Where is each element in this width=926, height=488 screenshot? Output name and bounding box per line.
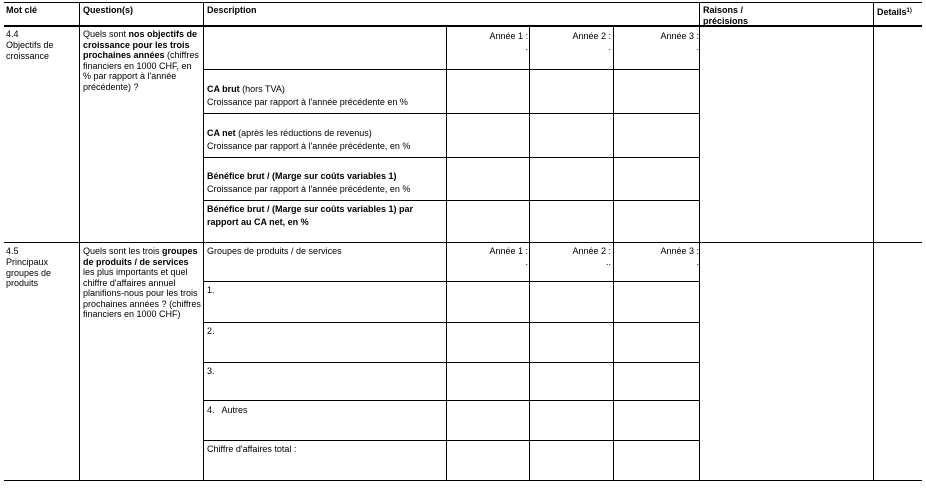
s2-question [83, 246, 201, 320]
s1-year2-label: Année 2 : [572, 31, 611, 41]
s1-number: 4.4 [6, 29, 19, 39]
rule-col-reasons-right [873, 2, 874, 480]
s2-question-bold: groupes de produits / de services [83, 246, 198, 267]
rule-col-description-right [699, 2, 700, 480]
rule-s1-year1-left [446, 26, 447, 242]
rule-s2-row1-bottom [204, 322, 700, 323]
s1-question-pre: Quels sont [83, 29, 129, 39]
s2-groups-header: Groupes de produits / de services [207, 246, 342, 256]
rule-s1-year3-left [613, 26, 614, 242]
s1-row1-bold: CA brut [207, 83, 240, 94]
s2-row5-total: Chiffre d'affaires total : [207, 444, 297, 454]
s2-year1-label: Année 1 : [489, 246, 528, 256]
header-questions: Question(s) [83, 5, 134, 15]
s2-year2-dot: .. [605, 257, 611, 267]
header-details [877, 7, 912, 18]
s1-row1-line2: Croissance par rapport à l'année précédente en % [207, 97, 408, 107]
s2-number: 4.5 [6, 246, 19, 256]
s1-year1-dot: . [525, 42, 528, 52]
s1-row2-normal: (après les réductions de revenus) [235, 127, 372, 138]
s1-row2-line2: Croissance par rapport à l'année précédente, en % [207, 141, 411, 151]
rule-s2-year1-left [446, 243, 447, 480]
rule-s2-year3-left [613, 243, 614, 480]
s1-question-post: (chiffres financiers en 1000 CHF, en % par rapport à l'année précédente) ? [83, 50, 199, 92]
s2-year1-dot: . [525, 257, 528, 267]
s1-row4-bold: Bénéfice brut / (Marge sur coûts variables 1) par rapport au CA net, en % [207, 204, 414, 227]
s1-year2-dot: . [608, 42, 611, 52]
rule-s2-years-bottom [204, 281, 700, 282]
s2-row1: 1. [207, 285, 215, 295]
s2-row2: 2. [207, 326, 215, 336]
header-details-label: Details [877, 7, 907, 17]
header-details-footnote: 1) [906, 8, 912, 14]
s2-question-pre: Quels sont les trois [83, 246, 163, 256]
header-description: Description [207, 5, 257, 15]
s2-question-post: les plus importants et quel chiffre d'affaires annuel planifions-nous pour les trois prochaines années ? (chiffres financiers en 1000 CHF) [83, 267, 201, 319]
s1-row2-desc [207, 117, 443, 162]
rule-header-bottom [4, 25, 922, 27]
header-reasons: Raisons / précisions [703, 5, 749, 26]
s2-row4: 4. Autres [207, 405, 248, 415]
rule-top [4, 2, 922, 3]
s2-year3-label: Année 3 : [660, 246, 699, 256]
s1-year3-dot: . [696, 42, 699, 52]
document-page [2, 2, 924, 484]
rule-section-separator [4, 242, 922, 243]
s1-question-bold: nos objectifs de croissance pour les trois prochaines années [83, 29, 198, 60]
s2-year2-label: Année 2 : [572, 246, 611, 256]
rule-col-keyword-right [79, 2, 80, 480]
header-keyword: Mot clé [6, 5, 38, 15]
s2-year3-dot: . [696, 257, 699, 267]
s1-row4-desc [207, 203, 445, 229]
s2-row3: 3. [207, 366, 215, 376]
s1-year3-label: Année 3 : [660, 31, 699, 41]
s1-row3-line2: Croissance par rapport à l'année précédente, en % [207, 184, 411, 194]
s1-row3-desc [207, 160, 445, 205]
s1-year1-label: Année 1 : [489, 31, 528, 41]
s1-row1-desc [207, 73, 443, 118]
s1-row1-normal: (hors TVA) [239, 83, 285, 94]
rule-s2-row4-bottom [204, 440, 700, 441]
rule-s2-row3-bottom [204, 400, 700, 401]
rule-s2-year2-left [529, 243, 530, 480]
rule-s1-years-bottom [204, 69, 700, 70]
rule-col-question-right [203, 2, 204, 480]
rule-s2-row2-bottom [204, 362, 700, 363]
rule-bottom [4, 480, 922, 481]
s1-row3-bold: Bénéfice brut / (Marge sur coûts variables 1) [207, 170, 397, 181]
s1-keyword: Objectifs de croissance [6, 40, 54, 61]
rule-s1-year2-left [529, 26, 530, 242]
s1-question [83, 29, 201, 92]
s2-keyword: Principaux groupes de produits [6, 257, 52, 288]
s1-row2-bold: CA net [207, 127, 236, 138]
